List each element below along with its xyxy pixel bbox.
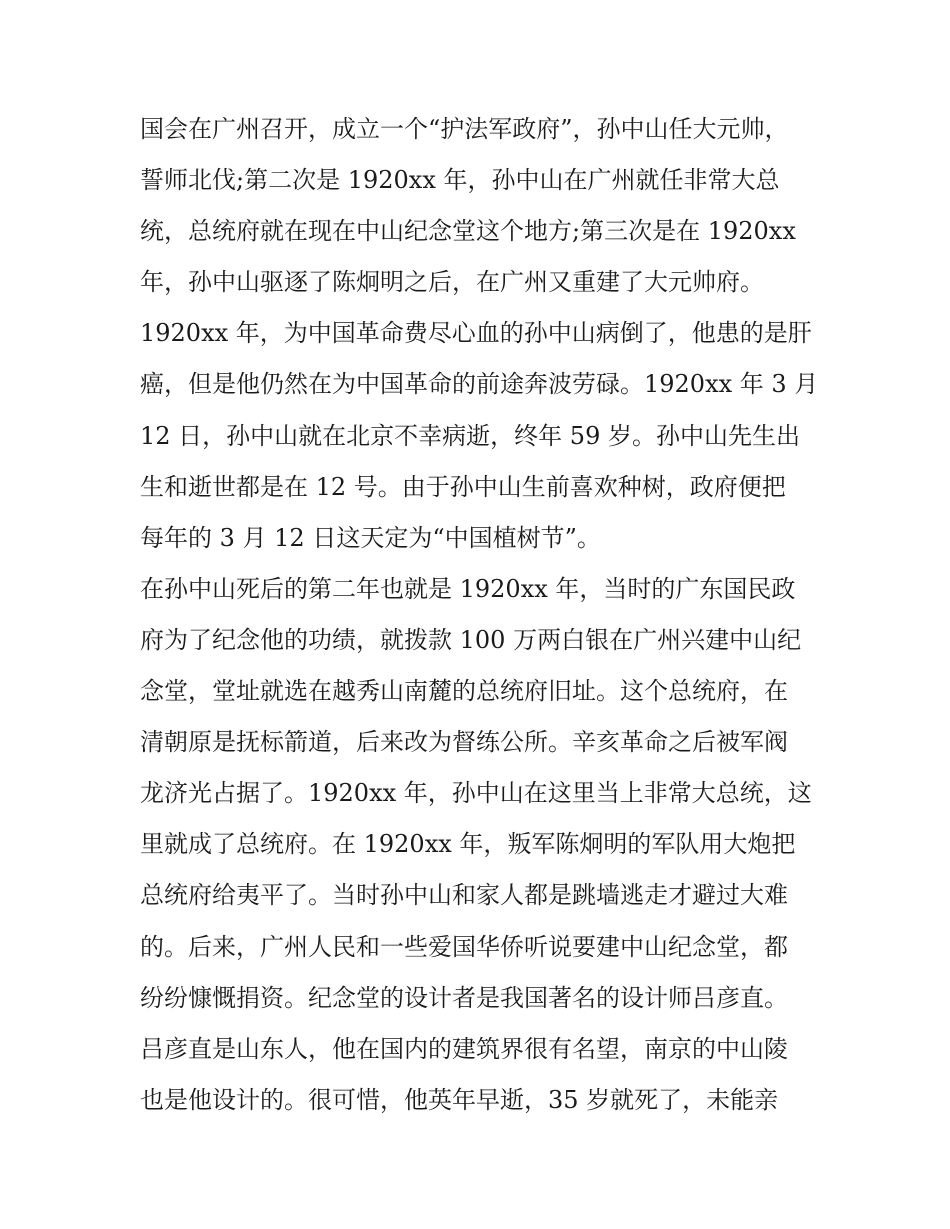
text-line-7: 12 日，孙中山就在北京不幸病逝，终年 59 岁。孙中山先生出 — [140, 421, 800, 450]
text-line-13: 清朝原是抚标箭道，后来改为督练公所。辛亥革命之后被军阀 — [140, 728, 788, 757]
text-line-1: 国会在广州召开，成立一个“护法军政府”，孙中山任大元帅， — [140, 115, 789, 143]
body-text — [140, 104, 820, 1126]
text-line-5: 1920xx 年，为中国革命费尽心血的孙中山病倒了，他患的是肝 — [140, 319, 812, 348]
text-line-18: 纷纷慷慨捐资。纪念堂的设计者是我国著名的设计师吕彦直。 — [140, 983, 788, 1012]
text-line-3: 统，总统府就在现在中山纪念堂这个地方;第三次是在 1920xx — [140, 217, 796, 246]
text-line-9: 每年的 3 月 12 日这天定为“中国植树节”。 — [140, 523, 601, 552]
text-line-8: 生和逝世都是在 12 号。由于孙中山生前喜欢种树，政府便把 — [140, 472, 786, 501]
text-line-19: 吕彦直是山东人，他在国内的建筑界很有名望，南京的中山陵 — [140, 1034, 788, 1063]
text-line-2: 誓师北伐;第二次是 1920xx 年，孙中山在广州就任非常大总 — [140, 166, 780, 195]
text-line-16: 总统府给夷平了。当时孙中山和家人都是跳墙逃走才避过大难 — [140, 881, 788, 910]
text-line-11: 府为了纪念他的功绩，就拨款 100 万两白银在广州兴建中山纪 — [140, 625, 802, 654]
text-line-17: 的。后来，广州人民和一些爱国华侨听说要建中山纪念堂，都 — [140, 932, 788, 961]
text-line-15: 里就成了总统府。在 1920xx 年，叛军陈炯明的军队用大炮把 — [140, 830, 796, 859]
text-line-12: 念堂，堂址就选在越秀山南麓的总统府旧址。这个总统府，在 — [140, 677, 788, 706]
text-line-10: 在孙中山死后的第二年也就是 1920xx 年，当时的广东国民政 — [140, 574, 796, 603]
text-line-6: 癌，但是他仍然在为中国革命的前途奔波劳碌。1920xx 年 3 月 — [140, 370, 819, 399]
text-line-14: 龙济光占据了。1920xx 年，孙中山在这里当上非常大总统，这 — [140, 779, 812, 808]
text-line-4: 年，孙中山驱逐了陈炯明之后，在广州又重建了大元帅府。 — [140, 268, 764, 297]
text-line-20: 也是他设计的。很可惜，他英年早逝，35 岁就死了，未能亲 — [140, 1085, 779, 1114]
